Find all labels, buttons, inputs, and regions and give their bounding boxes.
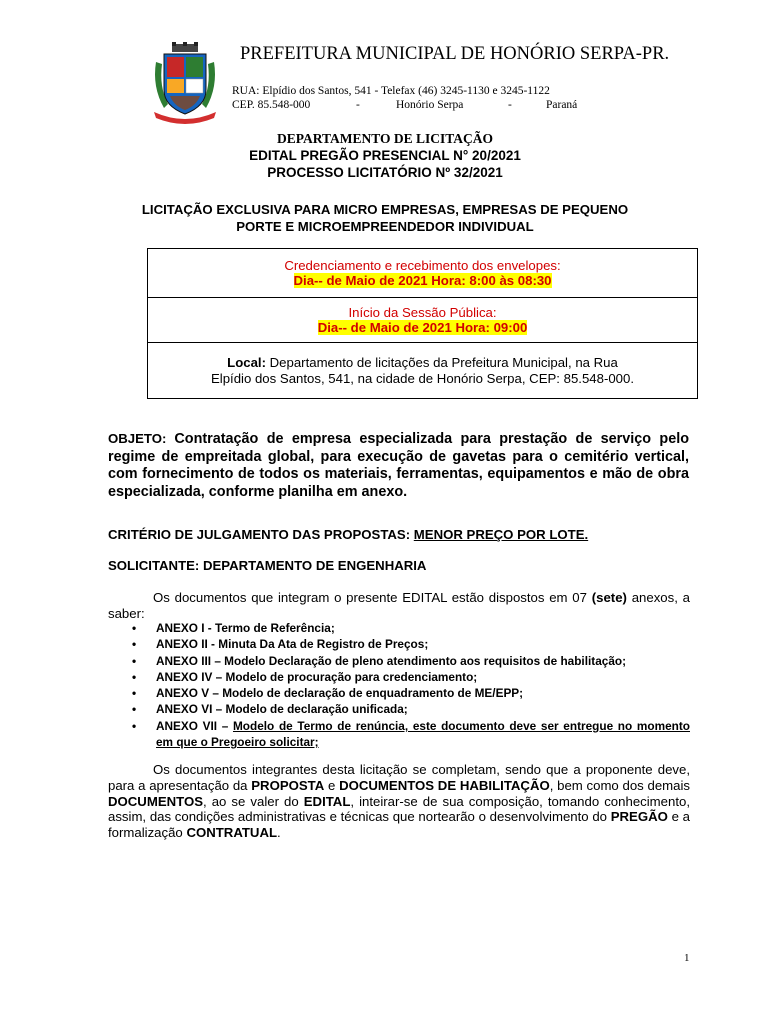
para2-text: Os documentos integrantes desta licitação se completam, sendo que a proponente deve, para a apresentação da bbox=[108, 762, 690, 793]
para2-text: e a formalização bbox=[108, 809, 690, 841]
city: Honório Serpa bbox=[396, 99, 464, 111]
para2-text: , ao se valer do bbox=[203, 793, 304, 809]
para1-bold: (sete) bbox=[591, 590, 627, 605]
bullet: • bbox=[132, 637, 137, 652]
bullet: • bbox=[132, 621, 137, 635]
bullet: • bbox=[132, 686, 137, 701]
local-row bbox=[148, 343, 698, 399]
list-item bbox=[108, 636, 690, 652]
para2-bold: DOCUMENTOS DE HABILITAÇÃO bbox=[339, 777, 550, 793]
credenciamento-label: Credenciamento e recebimento dos envelopes: bbox=[284, 258, 561, 273]
documents-paragraph bbox=[108, 590, 690, 621]
separator: - bbox=[356, 99, 360, 111]
annex-label: ANEXO III – Modelo Declaração de pleno atendimento aos requisitos de habilitação; bbox=[156, 653, 627, 668]
bullet: • bbox=[132, 702, 137, 717]
para2-text: . bbox=[277, 825, 281, 841]
annex-label: ANEXO VII – bbox=[156, 718, 233, 733]
list-item bbox=[108, 669, 690, 685]
annex-label: ANEXO VI – Modelo de declaração unificada; bbox=[156, 702, 408, 717]
criterio-line bbox=[108, 527, 588, 542]
cep: CEP. 85.548-000 bbox=[232, 99, 311, 111]
integrantes-paragraph bbox=[108, 762, 690, 841]
para1-text: Os documentos que integram o presente EDITAL estão dispostos em 07 bbox=[153, 590, 592, 605]
header-address bbox=[232, 84, 577, 112]
exclusive-line-2: PORTE E MICROEMPREENDEDOR INDIVIDUAL bbox=[236, 219, 534, 234]
list-item bbox=[108, 718, 690, 751]
para2-bold: PROPOSTA bbox=[251, 777, 325, 793]
annex-list bbox=[108, 620, 690, 750]
department-name: DEPARTAMENTO DE LICITAÇÃO bbox=[276, 131, 494, 146]
criterio-value: MENOR PREÇO POR LOTE. bbox=[413, 527, 589, 542]
objeto-paragraph bbox=[108, 430, 689, 501]
credenciamento-row bbox=[148, 249, 698, 298]
municipal-crest-icon bbox=[150, 42, 220, 124]
department-block bbox=[0, 130, 770, 181]
sessao-label: Início da Sessão Pública: bbox=[348, 305, 497, 320]
sessao-cell bbox=[148, 298, 698, 343]
para2-text: , inteirar-se de sua composição, tomando conhecimento, assim, das condições administrativas e técnicas que nortearão o desenvolvimento do bbox=[108, 793, 690, 825]
para2-bold: DOCUMENTOS bbox=[108, 793, 204, 809]
annex-label: ANEXO I - Termo de Referência; bbox=[156, 621, 335, 635]
local-text-2: Elpídio dos Santos, 541, na cidade de Honório Serpa, CEP: 85.548-000. bbox=[210, 370, 635, 386]
page-number: 1 bbox=[684, 952, 690, 964]
annex-underlined: Modelo de Termo de renúncia, este documento deve ser entregue no momento em que o Pregoeiro solicitar; bbox=[156, 718, 690, 750]
cep-line bbox=[232, 98, 577, 112]
address-line: RUA: Elpídio dos Santos, 541 - Telefax (46) 3245-1130 e 3245-1122 bbox=[232, 85, 550, 97]
bullet: • bbox=[132, 653, 137, 668]
para2-bold: EDITAL bbox=[303, 793, 351, 809]
exclusive-notice bbox=[100, 201, 670, 235]
local-text-1: Departamento de licitações da Prefeitura Municipal, na Rua bbox=[265, 354, 618, 370]
para2-bold: CONTRATUAL bbox=[186, 825, 278, 841]
para2-text: e bbox=[324, 777, 340, 793]
separator: - bbox=[508, 99, 512, 111]
list-item bbox=[108, 685, 690, 701]
list-item bbox=[108, 620, 690, 636]
sessao-row bbox=[148, 298, 698, 343]
annex-label: ANEXO IV – Modelo de procuração para credenciamento; bbox=[156, 669, 478, 684]
solicitante-line: SOLICITANTE: DEPARTAMENTO DE ENGENHARIA bbox=[108, 558, 427, 573]
sessao-date: Dia-- de Maio de 2021 Hora: 09:00 bbox=[317, 320, 528, 335]
local-label: Local: bbox=[227, 354, 266, 370]
objeto-label: OBJETO: bbox=[108, 431, 175, 446]
list-item bbox=[108, 701, 690, 717]
annex-label: ANEXO II - Minuta Da Ata de Registro de Preços; bbox=[156, 637, 429, 652]
para2-bold: PREGÃO bbox=[610, 809, 668, 825]
info-table bbox=[147, 248, 698, 399]
edital-number: EDITAL PREGÃO PRESENCIAL N° 20/2021 bbox=[249, 148, 521, 163]
header-title: PREFEITURA MUNICIPAL DE HONÓRIO SERPA-PR. bbox=[240, 44, 670, 64]
objeto-text: Contratação de empresa especializada para prestação de serviço pelo regime de empreitada global, para execução de gavetas para o cemitério vertical, com fornecimento de todos os materiais, ferramentas, equipamentos e mão de obra especializada, conforme planilha em anexo. bbox=[108, 431, 690, 500]
para1-after: anexos, a saber: bbox=[108, 590, 690, 621]
list-item bbox=[108, 653, 690, 669]
credenciamento-date: Dia-- de Maio de 2021 Hora: 8:00 às 08:30 bbox=[293, 273, 552, 288]
local-cell bbox=[148, 343, 698, 399]
state: Paraná bbox=[546, 99, 578, 111]
bullet: • bbox=[132, 669, 137, 684]
credenciamento-cell bbox=[148, 249, 698, 298]
processo-number: PROCESSO LICITATÓRIO Nº 32/2021 bbox=[267, 165, 503, 180]
bullet: • bbox=[132, 718, 137, 733]
annex-label: ANEXO V – Modelo de declaração de enquadramento de ME/EPP; bbox=[156, 686, 524, 701]
exclusive-line-1: LICITAÇÃO EXCLUSIVA PARA MICRO EMPRESAS, EMPRESAS DE PEQUENO bbox=[141, 202, 629, 217]
criterio-label: CRITÉRIO DE JULGAMENTO DAS PROPOSTAS: bbox=[108, 527, 414, 542]
para2-text: , bem como dos demais bbox=[549, 777, 690, 793]
